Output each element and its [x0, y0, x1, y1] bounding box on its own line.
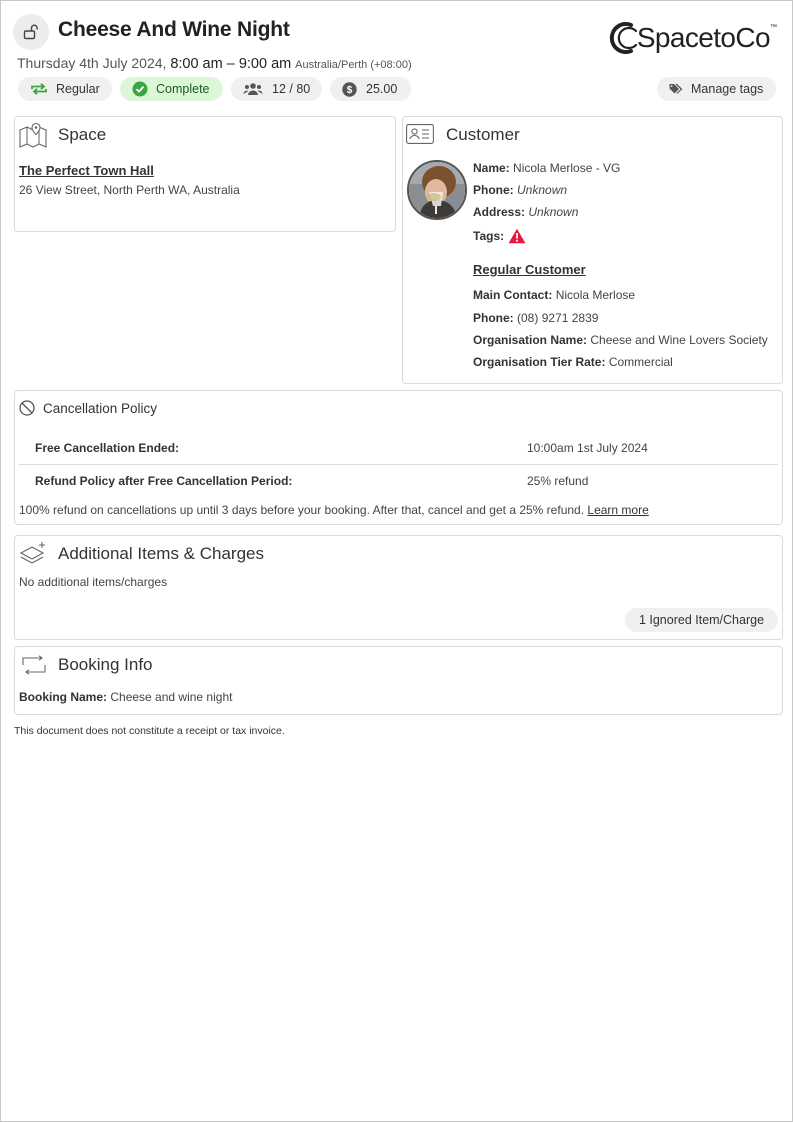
attendees-pill: [231, 77, 322, 101]
customer-avatar: [407, 160, 467, 220]
status-label: Complete: [156, 82, 210, 96]
org-phone-row: [473, 311, 598, 325]
warning-icon[interactable]: [508, 228, 526, 244]
booking-name-label: Booking Name:: [19, 690, 108, 704]
cancellation-policy-card: [14, 390, 783, 525]
repeat-icon: [30, 82, 48, 96]
logo-text: SpacetoCo: [636, 22, 770, 53]
free-cancellation-label: Free Cancellation Ended:: [35, 441, 180, 455]
free-cancellation-value: 10:00am 1st July 2024: [527, 441, 648, 455]
svg-text:$: $: [346, 84, 353, 96]
customer-address-label: Address:: [473, 205, 526, 219]
customer-address-row: [473, 205, 578, 219]
customer-name-value: Nicola Merlose - VG: [513, 161, 621, 175]
customer-card: [402, 116, 783, 384]
venue-name: The Perfect Town Hall: [19, 163, 154, 178]
dollar-icon: [342, 82, 357, 97]
page-title: Cheese And Wine Night: [58, 18, 290, 41]
regular-customer-label: Regular Customer: [473, 262, 586, 277]
regular-customer-heading[interactable]: [473, 262, 586, 277]
org-phone-value: (08) 9271 2839: [517, 311, 599, 325]
receipt-disclaimer: This document does not constitute a receipt or tax invoice.: [14, 725, 285, 737]
booking-name-value: Cheese and wine night: [110, 690, 233, 704]
venue-address: 26 View Street, North Perth WA, Australia: [19, 183, 240, 197]
space-card: [14, 116, 396, 232]
status-badge: [120, 77, 223, 101]
org-phone-label: Phone:: [473, 311, 514, 325]
main-contact-row: [473, 288, 635, 302]
customer-phone-row: [473, 183, 567, 197]
customer-tags-row: [473, 228, 526, 244]
refund-policy-label: Refund Policy after Free Cancellation Period:: [35, 474, 293, 488]
additional-items-title: Additional Items & Charges: [58, 544, 264, 563]
customer-name-row: [473, 161, 620, 175]
unlock-icon: [22, 23, 40, 41]
ignored-items-label: 1 Ignored Item/Charge: [638, 613, 765, 627]
ignored-items-button[interactable]: [625, 608, 778, 632]
spacetoco-logo: [609, 17, 777, 59]
additional-items-card: [14, 535, 783, 640]
contact-card-icon: [406, 124, 434, 144]
logo-trademark: ™: [770, 23, 777, 31]
tier-rate-label: Organisation Tier Rate:: [473, 355, 606, 369]
booking-info-card: [14, 646, 783, 715]
customer-name-label: Name:: [473, 161, 510, 175]
booking-timezone: Australia/Perth (+08:00): [295, 59, 412, 71]
price-pill: [330, 77, 411, 101]
users-icon: [243, 82, 263, 96]
venue-name-link[interactable]: [19, 163, 154, 178]
booking-time: 8:00 am – 9:00 am: [170, 56, 292, 72]
space-card-title: Space: [58, 125, 107, 144]
ban-icon: [19, 400, 35, 416]
org-name-row: [473, 333, 768, 347]
customer-tags-label: Tags:: [473, 229, 505, 243]
attendees-count: 12 / 80: [272, 82, 311, 96]
cancellation-title: Cancellation Policy: [43, 401, 158, 416]
check-circle-icon: [132, 81, 148, 97]
tags-icon: [669, 83, 683, 95]
recurrence-pill[interactable]: [18, 77, 112, 101]
additional-items-empty: No additional items/charges: [19, 575, 168, 589]
cancellation-note-text: 100% refund on cancellations up until 3 days before your booking. After that, cancel and get a 25% refund.: [19, 503, 585, 517]
map-icon: [19, 122, 47, 148]
booking-info-title: Booking Info: [58, 655, 153, 674]
lock-button[interactable]: [13, 14, 49, 50]
learn-more-link[interactable]: Learn more: [587, 503, 649, 517]
price-value: 25.00: [366, 82, 398, 96]
repeat-outline-icon: [20, 655, 48, 675]
customer-phone-label: Phone:: [473, 183, 514, 197]
main-contact-value: Nicola Merlose: [555, 288, 636, 302]
cancellation-note: [19, 503, 649, 517]
recurrence-label: Regular: [56, 82, 100, 96]
manage-tags-button[interactable]: [657, 77, 776, 101]
refund-policy-value: 25% refund: [527, 474, 589, 488]
customer-address-value: Unknown: [528, 205, 579, 219]
policy-divider: [19, 464, 778, 465]
booking-name-row: [19, 690, 232, 704]
org-name-label: Organisation Name:: [473, 333, 588, 347]
customer-phone-value: Unknown: [517, 183, 568, 197]
tier-rate-value: Commercial: [608, 355, 673, 369]
org-name-value: Cheese and Wine Lovers Society: [590, 333, 768, 347]
main-contact-label: Main Contact:: [473, 288, 553, 302]
layers-plus-icon: [20, 541, 48, 567]
tier-rate-row: [473, 355, 673, 369]
manage-tags-label: Manage tags: [691, 82, 764, 96]
booking-datetime: [17, 55, 412, 72]
customer-card-title: Customer: [446, 125, 520, 144]
booking-date: Thursday 4th July 2024,: [17, 55, 167, 71]
